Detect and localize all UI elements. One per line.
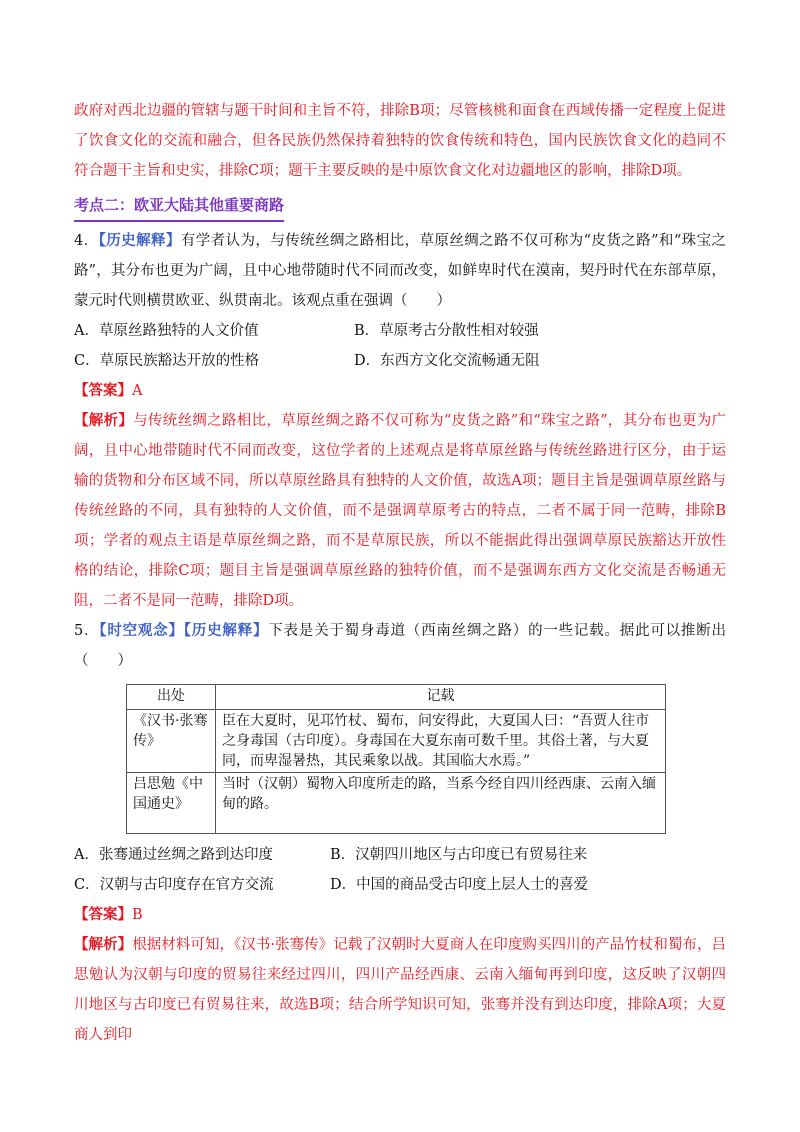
records-table bbox=[126, 684, 666, 834]
question-4-text: 有学者认为，与传统丝绸之路相比，草原丝绸之路不仅可称为“皮货之路”和“珠宝之路”，其分布也更为广阔，且中心地带随时代不同而改变，如鲜卑时代在漠南，契丹时代在东部草原，蒙元时代则横贯欧亚、纵贯南北。该观点重在强调（ ） bbox=[74, 233, 726, 309]
question-4-option-c: C．草原民族豁达开放的性格 bbox=[74, 353, 260, 369]
question-5-option-c: C．汉朝与古印度存在官方交流 bbox=[74, 877, 274, 893]
table-cell-source: 吕思勉《中国通史》 bbox=[127, 773, 216, 834]
question-5-option-b: B．汉朝四川地区与古印度已有贸易往来 bbox=[330, 847, 588, 863]
question-5-answer bbox=[74, 900, 726, 930]
question-5-option-d: D．中国的商品受古印度上层人士的喜爱 bbox=[330, 877, 589, 893]
question-4-option-b: B．草原考古分散性相对较强 bbox=[354, 323, 539, 339]
answer-value: A bbox=[132, 383, 143, 399]
answer-value: B bbox=[132, 907, 143, 923]
question-4-option-a: A．草原丝路独特的人文价值 bbox=[74, 323, 259, 339]
table-cell-record: 臣在大夏时，见邛竹杖、蜀布，问安得此，大夏国人曰：“吾贾人往市之身毒国（古印度）。身毒国在大夏东南可数千里。其俗土著，与大夏同，而卑湿暑热，其民乘象以战。其国临大水焉。” bbox=[216, 710, 666, 773]
table-row bbox=[127, 710, 666, 773]
question-5-analysis bbox=[74, 930, 726, 1050]
document-page bbox=[74, 96, 726, 1050]
table-header-record: 记载 bbox=[216, 685, 666, 710]
question-4-options bbox=[74, 316, 726, 376]
table-row bbox=[127, 773, 666, 834]
analysis-text: 与传统丝绸之路相比，草原丝绸之路不仅可称为“皮货之路”和“珠宝之路”，其分布也更为广阔，且中心地带随时代不同而改变，这位学者的上述观点是将草原丝路与传统丝路进行区分，由于运输的货物和分布区域不同，所以草原丝路具有独特的人文价值，故选A项；题目主旨是强调草原丝路与传统丝路的不同，具有独特的人文价值，而不是强调草原考古的特点，二者不属于同一范畴，排除B项；学者的观点主语是草原丝绸之路，而不是草原民族，所以不能据此得出强调草原民族豁达开放性格的结论，排除C项；题目主旨是强调草原丝路的独特价值，而不是强调东西方文化交流是否畅通无阻，二者不是同一范畴，排除D项。 bbox=[74, 413, 726, 609]
question-4-number: 4． bbox=[74, 233, 99, 249]
question-5-text: 下表是关于蜀身毒道（西南丝绸之路）的一些记载。据此可以推断出（ ） bbox=[74, 623, 727, 669]
question-4-answer bbox=[74, 376, 726, 406]
question-4-tag: 【历史解释】 bbox=[98, 232, 181, 249]
intro-paragraph: 政府对西北边疆的管辖与题干时间和主旨不符，排除B项；尽管核桃和面食在西域传播一定程度上促进了饮食文化的交流和融合，但各民族仍然保持着独特的饮食传统和特色，国内民族饮食文化的趋同不符合题干主旨和史实，排除C项；题干主要反映的是中原饮食文化对边疆地区的影响，排除D项。 bbox=[74, 103, 726, 179]
question-5-tag-2: 【历史解释】 bbox=[183, 622, 269, 639]
section-heading: 考点二：欧亚大陆其他重要商路 bbox=[74, 190, 284, 222]
analysis-label: 【解析】 bbox=[74, 412, 134, 429]
question-5-option-a: A．张骞通过丝绸之路到达印度 bbox=[74, 847, 273, 863]
question-5-number: 5． bbox=[74, 623, 100, 639]
table-cell-record: 当时（汉朝）蜀物入印度所走的路，当系今经自四川经西康、云南入缅甸的路。 bbox=[216, 773, 666, 834]
table-header-row bbox=[127, 685, 666, 710]
question-5-options bbox=[74, 840, 726, 900]
question-4-option-d: D．东西方文化交流畅通无阻 bbox=[354, 353, 540, 369]
question-5-tag-1: 【时空观念】 bbox=[99, 622, 184, 639]
analysis-text: 根据材料可知，《汉书·张骞传》记载了汉朝时大夏商人在印度购买四川的产品竹杖和蜀布，吕思勉认为汉朝与印度的贸易往来经过四川，四川产品经西康、云南入缅甸再到印度，这反映了汉朝四川地区与古印度已有贸易往来，故选B项；结合所学知识可知，张骞并没有到达印度，排除A项；大夏商人到印 bbox=[74, 937, 727, 1043]
question-4-stem bbox=[74, 226, 726, 316]
question-5-stem bbox=[74, 616, 726, 676]
table-header-source: 出处 bbox=[127, 685, 216, 710]
question-4-analysis bbox=[74, 406, 726, 616]
table-cell-source: 《汉书·张骞传》 bbox=[127, 710, 216, 773]
answer-label: 【答案】 bbox=[74, 906, 132, 923]
analysis-label: 【解析】 bbox=[74, 936, 133, 953]
answer-label: 【答案】 bbox=[74, 382, 132, 399]
